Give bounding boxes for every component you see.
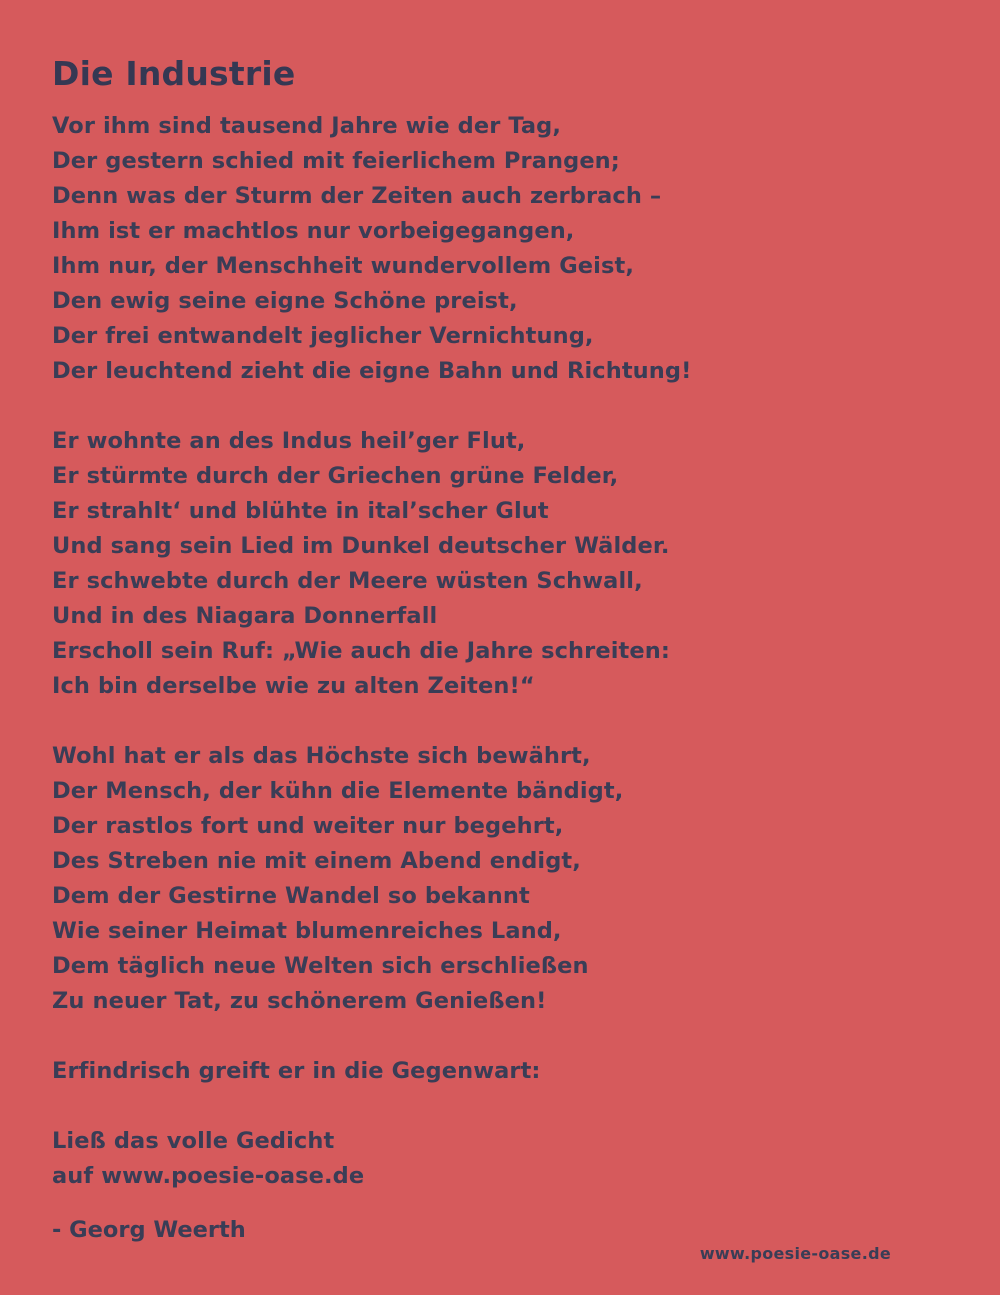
poem-line: Er schwebte durch der Meere wüsten Schwall, xyxy=(52,568,643,594)
note-line: Ließ das volle Gedicht xyxy=(52,1128,335,1154)
poem-line: Ihm nur, der Menschheit wundervollem Geist, xyxy=(52,253,634,279)
poem-line: Ich bin derselbe wie zu alten Zeiten!“ xyxy=(52,673,535,699)
author-attribution: - Georg Weerth xyxy=(52,1217,246,1243)
poem-line: Der rastlos fort und weiter nur begehrt, xyxy=(52,813,564,839)
stanza-1 xyxy=(52,109,960,389)
poem-line: Wohl hat er als das Höchste sich bewährt, xyxy=(52,743,591,769)
poem-line: Denn was der Sturm der Zeiten auch zerbrach – xyxy=(52,183,662,209)
poem-line: Vor ihm sind tausend Jahre wie der Tag, xyxy=(52,113,562,139)
poem-line: Erscholl sein Ruf: „Wie auch die Jahre schreiten: xyxy=(52,638,670,664)
site-watermark: www.poesie-oase.de xyxy=(699,1244,891,1263)
poem-line: Dem täglich neue Welten sich erschließen xyxy=(52,953,589,979)
poem-line: Er stürmte durch der Griechen grüne Felder, xyxy=(52,463,619,489)
poem-line: Erfindrisch greift er in die Gegenwart: xyxy=(52,1058,541,1084)
note-line: auf www.poesie-oase.de xyxy=(52,1163,365,1189)
poem-line: Er wohnte an des Indus heil’ger Flut, xyxy=(52,428,526,454)
stanza-2 xyxy=(52,424,960,704)
poem-line: Dem der Gestirne Wandel so bekannt xyxy=(52,883,530,909)
stanza-3 xyxy=(52,739,960,1019)
poem-line: Der frei entwandelt jeglicher Vernichtung, xyxy=(52,323,594,349)
poem-line: Des Streben nie mit einem Abend endigt, xyxy=(52,848,581,874)
poem-page xyxy=(52,54,960,1248)
poem-line: Den ewig seine eigne Schöne preist, xyxy=(52,288,518,314)
poem-line: Wie seiner Heimat blumenreiches Land, xyxy=(52,918,562,944)
poem-title: Die Industrie xyxy=(52,54,296,93)
poem-line: Zu neuer Tat, zu schönerem Genießen! xyxy=(52,988,547,1014)
stanza-4 xyxy=(52,1054,960,1089)
poem-line: Und sang sein Lied im Dunkel deutscher Wälder. xyxy=(52,533,670,559)
poem-line: Er strahlt‘ und blühte in ital’scher Glut xyxy=(52,498,549,524)
poem-line: Ihm ist er machtlos nur vorbeigegangen, xyxy=(52,218,575,244)
poem-line: Der Mensch, der kühn die Elemente bändigt, xyxy=(52,778,624,804)
poem-line: Der gestern schied mit feierlichem Prangen; xyxy=(52,148,620,174)
read-full-poem-note xyxy=(52,1124,960,1194)
poem-line: Der leuchtend zieht die eigne Bahn und Richtung! xyxy=(52,358,692,384)
poem-line: Und in des Niagara Donnerfall xyxy=(52,603,438,629)
